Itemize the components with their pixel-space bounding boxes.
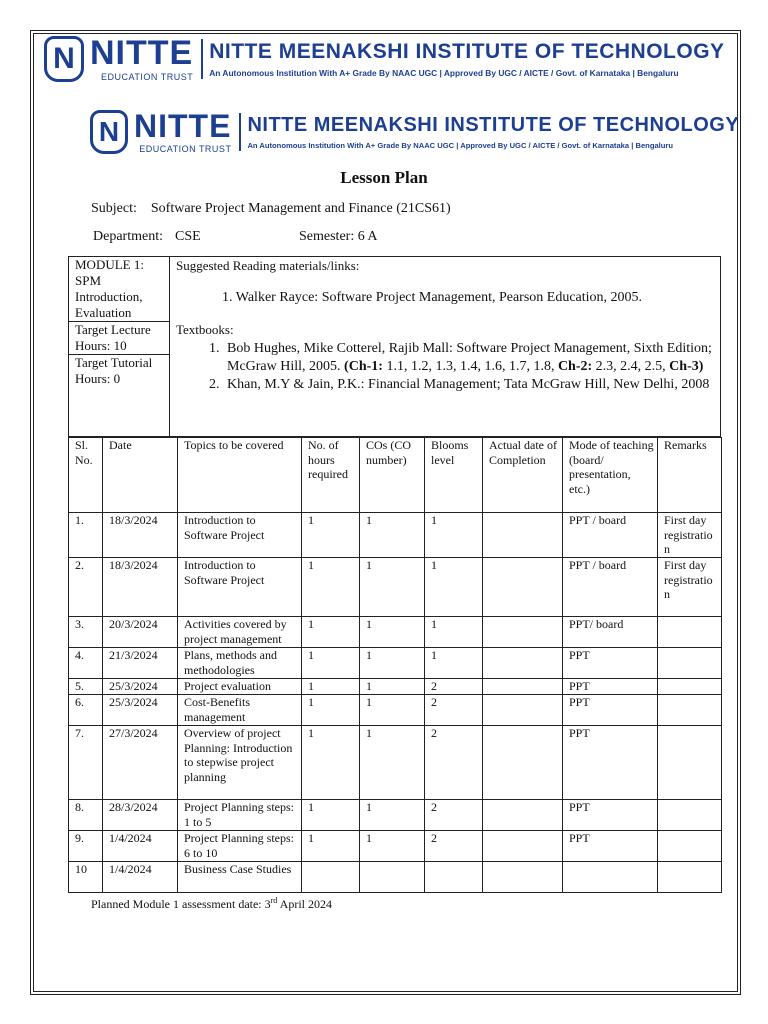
cell-date: 20/3/2024 bbox=[103, 617, 178, 648]
cell-hours: 1 bbox=[302, 800, 360, 831]
cell-co: 1 bbox=[360, 800, 425, 831]
table-row bbox=[69, 558, 722, 617]
textbooks-label: Textbooks: bbox=[176, 322, 234, 337]
institute-tagline: An Autonomous Institution With A+ Grade By NAAC UGC | Approved By UGC / AICTE / Govt. of Karnataka | Bengaluru bbox=[209, 67, 679, 78]
institute-block bbox=[247, 115, 739, 150]
page-title: Lesson Plan bbox=[340, 168, 428, 187]
cell-remarks bbox=[658, 679, 722, 695]
cell-hours: 1 bbox=[302, 558, 360, 617]
lesson-schedule-table bbox=[68, 437, 722, 893]
tutorial-hours: Target Tutorial Hours: 0 bbox=[69, 354, 169, 387]
reading-label: Suggested Reading materials/links: bbox=[176, 258, 360, 273]
institute-block bbox=[209, 41, 724, 78]
cell-remarks bbox=[658, 726, 722, 800]
textbook-list bbox=[176, 340, 720, 394]
cell-remarks: First day registratio n bbox=[658, 558, 722, 617]
cell-co: 1 bbox=[360, 513, 425, 558]
header-sl-no: Sl. No. bbox=[69, 438, 103, 513]
cell-mode: PPT bbox=[563, 679, 658, 695]
cell-mode: PPT / board bbox=[563, 513, 658, 558]
cell-co: 1 bbox=[360, 695, 425, 726]
cell-date: 1/4/2024 bbox=[103, 862, 178, 893]
cell-sl-no: 3. bbox=[69, 617, 103, 648]
cell-date: 21/3/2024 bbox=[103, 648, 178, 679]
reading-materials-cell bbox=[170, 257, 721, 437]
cell-mode: PPT bbox=[563, 695, 658, 726]
cell-topic: Introduction to Software Project bbox=[178, 558, 302, 617]
cell-hours: 1 bbox=[302, 617, 360, 648]
header-mode: Mode of teaching (board/ presentation, etc.) bbox=[563, 438, 658, 513]
cell-topic: Project Planning steps: 6 to 10 bbox=[178, 831, 302, 862]
cell-remarks bbox=[658, 800, 722, 831]
cell-blooms: 1 bbox=[425, 617, 483, 648]
cell-remarks bbox=[658, 831, 722, 862]
cell-co: 1 bbox=[360, 558, 425, 617]
department-value: CSE bbox=[174, 229, 201, 244]
cell-sl-no: 2. bbox=[69, 558, 103, 617]
header-actual-date: Actual date of Completion bbox=[483, 438, 563, 513]
department-line bbox=[93, 229, 378, 245]
module-name: MODULE 1: SPM Introduction, Evaluation bbox=[75, 257, 144, 320]
cell-co: 1 bbox=[360, 679, 425, 695]
brand-word: NITTE bbox=[134, 108, 232, 144]
cell-date: 1/4/2024 bbox=[103, 831, 178, 862]
cell-blooms bbox=[425, 862, 483, 893]
institute-tagline: An Autonomous Institution With A+ Grade By NAAC UGC | Approved By UGC / AICTE / Govt. of Karnataka | Bengaluru bbox=[247, 140, 674, 150]
cell-date: 18/3/2024 bbox=[103, 513, 178, 558]
brand-block bbox=[134, 110, 231, 154]
cell-remarks bbox=[658, 695, 722, 726]
lecture-hours: Target Lecture Hours: 10 bbox=[69, 321, 169, 354]
cell-topic: Project evaluation bbox=[178, 679, 302, 695]
cell-mode: PPT bbox=[563, 800, 658, 831]
cell-remarks bbox=[658, 862, 722, 893]
cell-actual-date bbox=[483, 617, 563, 648]
institute-name: NITTE MEENAKSHI INSTITUTE OF TECHNOLOGY bbox=[209, 39, 725, 63]
header-logo-small bbox=[90, 110, 739, 154]
header-logo-large bbox=[44, 36, 725, 82]
cell-topic: Overview of project Planning: Introduction to stepwise project planning bbox=[178, 726, 302, 800]
header-topic: Topics to be covered bbox=[178, 438, 302, 513]
cell-actual-date bbox=[483, 726, 563, 800]
cell-hours: 1 bbox=[302, 831, 360, 862]
cell-co: 1 bbox=[360, 831, 425, 862]
cell-sl-no: 4. bbox=[69, 648, 103, 679]
table-row bbox=[69, 513, 722, 558]
brand-block bbox=[90, 36, 193, 82]
cell-hours: 1 bbox=[302, 726, 360, 800]
cell-hours: 1 bbox=[302, 679, 360, 695]
cell-sl-no: 9. bbox=[69, 831, 103, 862]
cell-remarks bbox=[658, 617, 722, 648]
table-header-row bbox=[69, 438, 722, 513]
cell-topic: Business Case Studies bbox=[178, 862, 302, 893]
cell-mode: PPT bbox=[563, 648, 658, 679]
cell-blooms: 2 bbox=[425, 831, 483, 862]
brand-trust: EDUCATION TRUST bbox=[101, 72, 194, 82]
textbook-item: 1. Bob Hughes, Mike Cotterel, Rajib Mall: Software Project Management, Sixth Edition; McGraw Hill, 2005. (Ch-1: 1.1, 1.2, 1.3, 1.4, 1.6, 1.7, 1.8, Ch-2: 2.3, 2.4, 2.5, Ch-3) bbox=[223, 340, 720, 376]
textbook-item: 2. Khan, M.Y & Jain, P.K.: Financial Management; Tata McGraw Hill, New Delhi, 2008 bbox=[223, 376, 720, 394]
table-row bbox=[69, 695, 722, 726]
cell-co bbox=[360, 862, 425, 893]
cell-mode: PPT bbox=[563, 831, 658, 862]
cell-blooms: 2 bbox=[425, 695, 483, 726]
cell-actual-date bbox=[483, 800, 563, 831]
header-blooms: Blooms level bbox=[425, 438, 483, 513]
cell-topic: Cost-Benefits management bbox=[178, 695, 302, 726]
cell-topic: Project Planning steps: 1 to 5 bbox=[178, 800, 302, 831]
institute-name: NITTE MEENAKSHI INSTITUTE OF TECHNOLOGY bbox=[247, 113, 740, 136]
reading-item: 1. Walker Rayce: Software Project Management, Pearson Education, 2005. bbox=[222, 290, 643, 305]
cell-sl-no: 8. bbox=[69, 800, 103, 831]
cell-blooms: 1 bbox=[425, 513, 483, 558]
cell-actual-date bbox=[483, 513, 563, 558]
brand-word: NITTE bbox=[90, 34, 194, 72]
header-cos: COs (CO number) bbox=[360, 438, 425, 513]
table-row bbox=[69, 862, 722, 893]
logo-divider bbox=[239, 113, 241, 151]
table-row bbox=[69, 648, 722, 679]
cell-co: 1 bbox=[360, 617, 425, 648]
semester-value: Semester: 6 A bbox=[299, 229, 378, 244]
cell-blooms: 2 bbox=[425, 726, 483, 800]
cell-blooms: 1 bbox=[425, 558, 483, 617]
table-body bbox=[69, 513, 722, 893]
cell-date: 28/3/2024 bbox=[103, 800, 178, 831]
cell-blooms: 2 bbox=[425, 679, 483, 695]
cell-sl-no: 1. bbox=[69, 513, 103, 558]
cell-actual-date bbox=[483, 648, 563, 679]
subject-line bbox=[91, 201, 451, 217]
cell-mode: PPT / board bbox=[563, 558, 658, 617]
department-label: Department: bbox=[93, 229, 163, 244]
cell-mode: PPT bbox=[563, 726, 658, 800]
cell-remarks: First day registratio n bbox=[658, 513, 722, 558]
table-row bbox=[69, 726, 722, 800]
cell-hours bbox=[302, 862, 360, 893]
logo-divider bbox=[201, 39, 203, 79]
cell-mode bbox=[563, 862, 658, 893]
cell-actual-date bbox=[483, 862, 563, 893]
subject-value: Software Project Management and Finance (21CS61) bbox=[150, 201, 451, 216]
table-row bbox=[69, 831, 722, 862]
cell-hours: 1 bbox=[302, 695, 360, 726]
cell-co: 1 bbox=[360, 648, 425, 679]
cell-remarks bbox=[658, 648, 722, 679]
cell-blooms: 1 bbox=[425, 648, 483, 679]
nitte-logo-icon: N bbox=[44, 36, 84, 82]
cell-co: 1 bbox=[360, 726, 425, 800]
header-hours: No. of hours required bbox=[302, 438, 360, 513]
cell-actual-date bbox=[483, 831, 563, 862]
cell-topic: Introduction to Software Project bbox=[178, 513, 302, 558]
cell-sl-no: 10 bbox=[69, 862, 103, 893]
cell-date: 25/3/2024 bbox=[103, 695, 178, 726]
cell-topic: Activities covered by project management bbox=[178, 617, 302, 648]
assessment-date-note: Planned Module 1 assessment date: 3rd April 2024 bbox=[91, 896, 332, 911]
brand-trust: EDUCATION TRUST bbox=[139, 144, 232, 154]
cell-actual-date bbox=[483, 679, 563, 695]
table-row bbox=[69, 800, 722, 831]
cell-hours: 1 bbox=[302, 513, 360, 558]
cell-sl-no: 6. bbox=[69, 695, 103, 726]
cell-mode: PPT/ board bbox=[563, 617, 658, 648]
cell-actual-date bbox=[483, 695, 563, 726]
cell-date: 18/3/2024 bbox=[103, 558, 178, 617]
cell-date: 27/3/2024 bbox=[103, 726, 178, 800]
nitte-logo-icon: N bbox=[90, 110, 128, 154]
cell-topic: Plans, methods and methodologies bbox=[178, 648, 302, 679]
cell-sl-no: 5. bbox=[69, 679, 103, 695]
table-row bbox=[69, 617, 722, 648]
module-summary-cell bbox=[69, 257, 170, 437]
cell-hours: 1 bbox=[302, 648, 360, 679]
subject-label: Subject: bbox=[91, 201, 137, 216]
header-date: Date bbox=[103, 438, 178, 513]
cell-blooms: 2 bbox=[425, 800, 483, 831]
module-info-table bbox=[68, 256, 721, 437]
cell-sl-no: 7. bbox=[69, 726, 103, 800]
cell-date: 25/3/2024 bbox=[103, 679, 178, 695]
table-row bbox=[69, 679, 722, 695]
cell-actual-date bbox=[483, 558, 563, 617]
header-remarks: Remarks bbox=[658, 438, 722, 513]
